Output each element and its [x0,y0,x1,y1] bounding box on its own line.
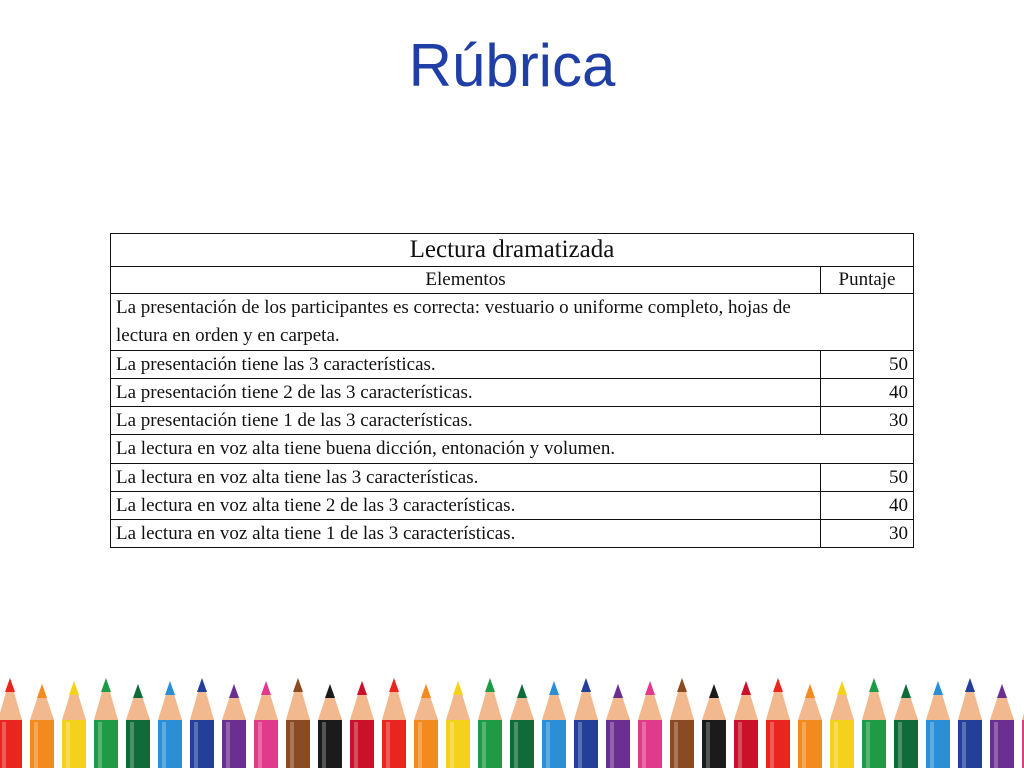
pencil-icon [0,678,22,768]
pencil-icon [126,684,150,768]
table-row [111,464,914,492]
pencil-icon [286,678,310,768]
pencil-icon [542,681,566,768]
pencil-icon [94,678,118,768]
pencil-icon [414,684,438,768]
pencil-icon [30,684,54,768]
rubric-table [110,233,914,548]
item-score: 40 [821,379,914,407]
pencil-icon [318,684,342,768]
header-score: Puntaje [821,267,914,294]
criterion-text: La presentación de los participantes es correcta: vestuario o uniforme completo, hojas de lectura en orden y en carpeta. [111,294,914,351]
pencil-icon [190,678,214,768]
item-score: 50 [821,351,914,379]
pencil-icon [382,678,406,768]
table-caption: Lectura dramatizada [111,234,914,267]
table-row [111,520,914,548]
pencil-icon [606,684,630,768]
slide-title: Rúbrica [408,32,616,99]
table-row [111,492,914,520]
item-score: 30 [821,520,914,548]
table-row [111,379,914,407]
criterion-text: La lectura en voz alta tiene buena dicción, entonación y volumen. [111,435,914,464]
pencil-icon [638,681,662,768]
pencil-icon [830,681,854,768]
pencil-icon [446,681,470,768]
pencil-icon [222,684,246,768]
pencil-icon [702,684,726,768]
pencil-icon [862,678,886,768]
item-score: 50 [821,464,914,492]
item-text: La presentación tiene 2 de las 3 características. [111,379,821,407]
pencil-icon [350,681,374,768]
pencil-icon [926,681,950,768]
pencil-icon [574,678,598,768]
pencil-icon [254,681,278,768]
pencil-icon [990,684,1014,768]
item-text: La lectura en voz alta tiene 1 de las 3 características. [111,520,821,548]
colored-pencils-border [0,672,1024,768]
pencil-icon [670,678,694,768]
pencil-icon [158,681,182,768]
criterion-row [111,294,914,351]
item-text: La lectura en voz alta tiene 2 de las 3 características. [111,492,821,520]
item-text: La presentación tiene 1 de las 3 características. [111,407,821,435]
pencil-icon [62,681,86,768]
table-header-row [111,267,914,294]
pencil-icon [510,684,534,768]
criterion-row [111,435,914,464]
item-text: La lectura en voz alta tiene las 3 características. [111,464,821,492]
table-title-row [111,234,914,267]
pencil-icon [894,684,918,768]
table-row [111,351,914,379]
pencil-icon [958,678,982,768]
item-score: 40 [821,492,914,520]
pencil-icon [478,678,502,768]
pencil-icon [798,684,822,768]
item-score: 30 [821,407,914,435]
header-elements: Elementos [111,267,821,294]
pencil-icon [766,678,790,768]
table-row [111,407,914,435]
pencil-icon [734,681,758,768]
item-text: La presentación tiene las 3 características. [111,351,821,379]
